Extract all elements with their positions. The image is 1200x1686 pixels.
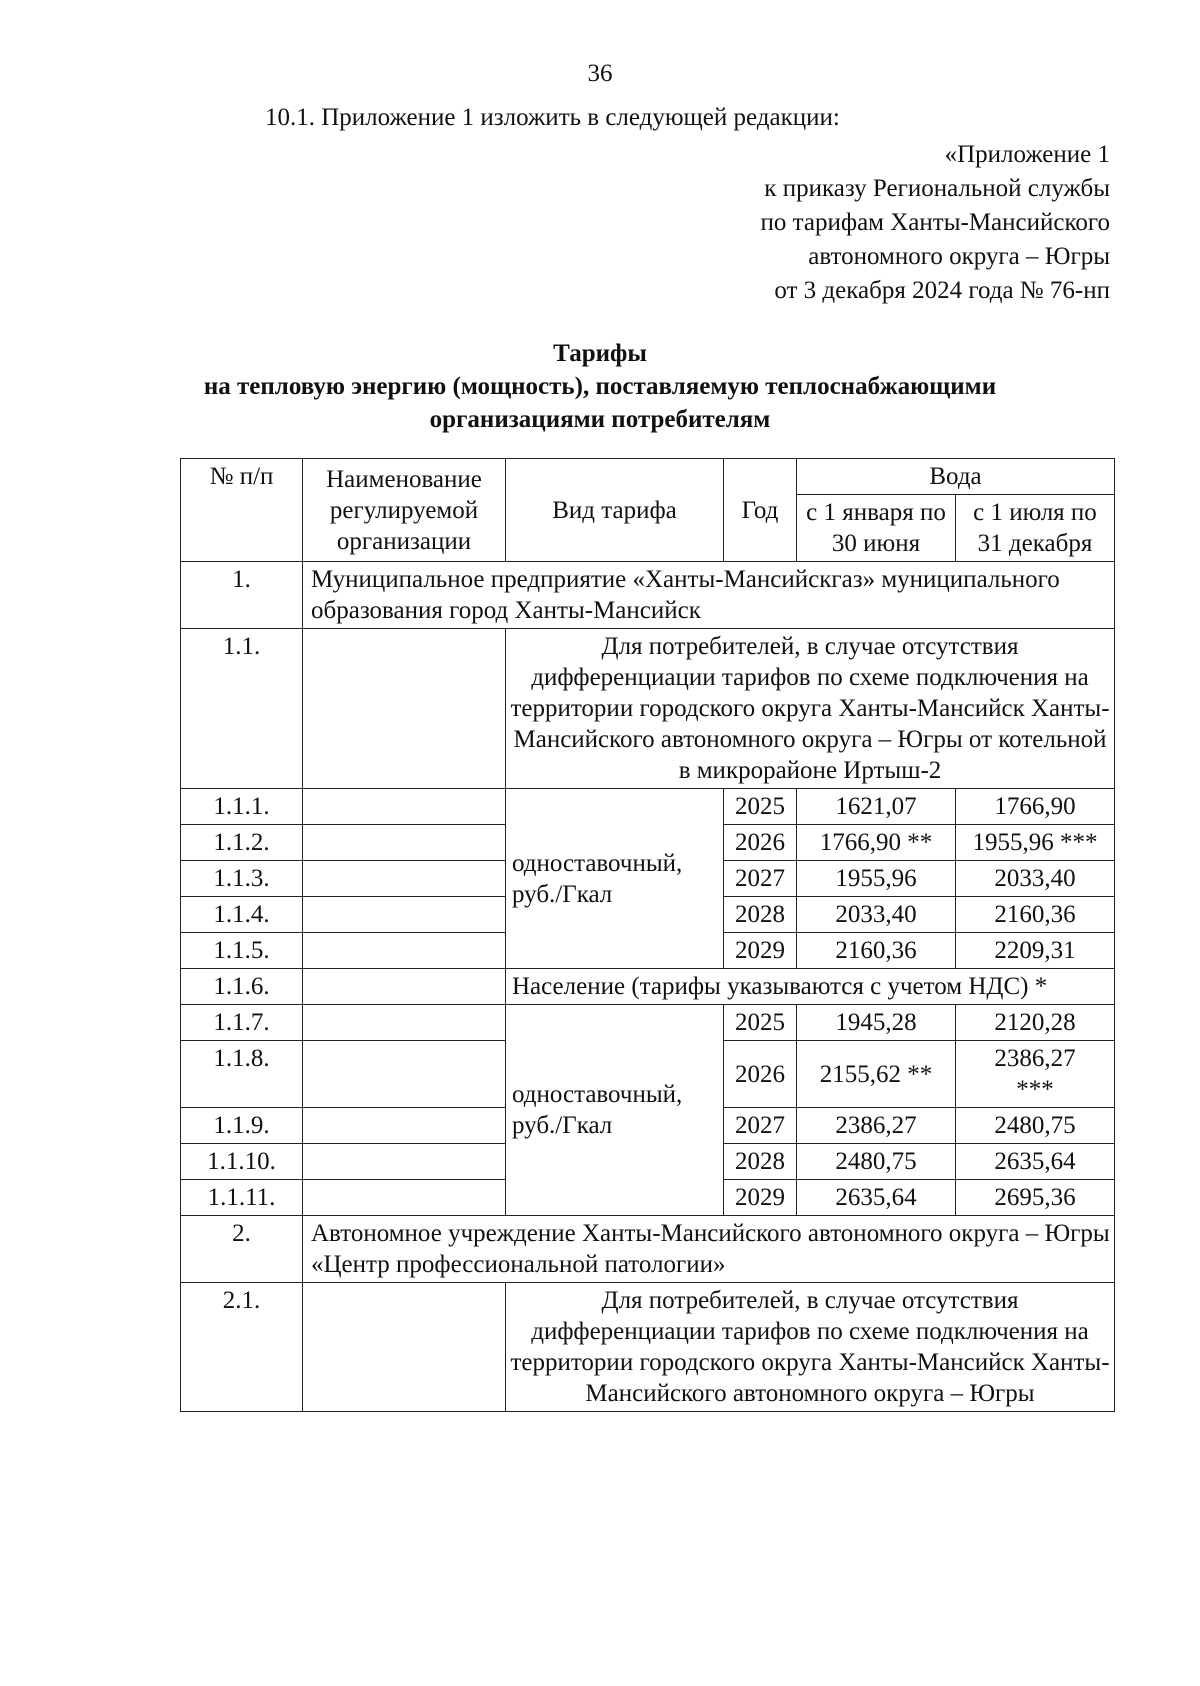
- value-period1: 1621,07: [797, 789, 956, 825]
- year-cell: 2029: [724, 933, 797, 969]
- row-num: 1.1.8.: [181, 1041, 303, 1108]
- value-period1: 1945,28: [797, 1005, 956, 1041]
- value-period2: 2160,36: [956, 897, 1115, 933]
- title-line: Тарифы: [553, 340, 647, 367]
- value-period1: 2386,27: [797, 1108, 956, 1144]
- value-period2: 2033,40: [956, 861, 1115, 897]
- value-period1: 1955,96: [797, 861, 956, 897]
- year-cell: 2029: [724, 1180, 797, 1216]
- org-name: Автономное учреждение Ханты-Мансийского автономного округа – Югры «Центр профессиональной патологии»: [303, 1216, 1115, 1283]
- empty-cell: [303, 897, 506, 933]
- tariff-table: [180, 458, 1115, 1412]
- group-description: Для потребителей, в случае отсутствия дифференциации тарифов по схеме подключения на территории городского округа Ханты-Мансийск Ханты-Мансийского автономного округа – Югры: [506, 1283, 1115, 1412]
- appendix-line: по тарифам Ханты-Мансийского: [760, 209, 1110, 236]
- org-name: Муниципальное предприятие «Ханты-Мансийскгаз» муниципального образования город Ханты-Мансийск: [303, 562, 1115, 629]
- header-period1: с 1 января по 30 июня: [797, 495, 956, 562]
- group-row: [181, 1283, 1115, 1412]
- empty-cell: [303, 789, 506, 825]
- appendix-reference: [761, 138, 1110, 308]
- year-cell: 2028: [724, 1144, 797, 1180]
- header-period2: с 1 июля по 31 декабря: [956, 495, 1115, 562]
- page-number: 36: [587, 60, 613, 87]
- empty-cell: [303, 1283, 506, 1412]
- row-num: 2.: [181, 1216, 303, 1283]
- year-cell: 2028: [724, 897, 797, 933]
- instruction-text: 10.1. Приложение 1 изложить в следующей редакции:: [265, 104, 840, 131]
- value-period1: 2160,36: [797, 933, 956, 969]
- group-row: [181, 629, 1115, 789]
- year-cell: 2026: [724, 1041, 797, 1108]
- year-cell: 2025: [724, 1005, 797, 1041]
- value-period2: 2120,28: [956, 1005, 1115, 1041]
- appendix-line: автономного округа – Югры: [808, 243, 1110, 270]
- empty-cell: [303, 1108, 506, 1144]
- row-num: 1.1.1.: [181, 789, 303, 825]
- empty-cell: [303, 1144, 506, 1180]
- value-period1: 2480,75: [797, 1144, 956, 1180]
- group-description: Население (тарифы указываются с учетом НДС) *: [506, 969, 1115, 1005]
- row-num: 1.1.9.: [181, 1108, 303, 1144]
- header-tariff-type: Вид тарифа: [506, 459, 724, 562]
- appendix-line: к приказу Региональной службы: [764, 175, 1110, 202]
- row-num: 1.1.6.: [181, 969, 303, 1005]
- header-num: № п/п: [181, 459, 303, 562]
- value-period1: 2033,40: [797, 897, 956, 933]
- row-num: 1.1.11.: [181, 1180, 303, 1216]
- empty-cell: [303, 861, 506, 897]
- title-line: на тепловую энергию (мощность), поставляемую теплоснабжающими: [203, 373, 997, 400]
- value-period2: 2386,27 ***: [956, 1041, 1115, 1108]
- empty-cell: [303, 825, 506, 861]
- year-cell: 2027: [724, 861, 797, 897]
- empty-cell: [303, 933, 506, 969]
- value-period2: 2209,31: [956, 933, 1115, 969]
- row-num: 2.1.: [181, 1283, 303, 1412]
- year-cell: 2026: [724, 825, 797, 861]
- year-cell: 2027: [724, 1108, 797, 1144]
- appendix-line: «Приложение 1: [944, 141, 1110, 168]
- value-period2: 2480,75: [956, 1108, 1115, 1144]
- header-row: [181, 459, 1115, 495]
- value-period2: 2635,64: [956, 1144, 1115, 1180]
- title-line: организациями потребителям: [429, 406, 771, 433]
- group-row: [181, 969, 1115, 1005]
- header-org: Наименование регулируемой организации: [303, 459, 506, 562]
- row-num: 1.1.10.: [181, 1144, 303, 1180]
- row-num: 1.1.2.: [181, 825, 303, 861]
- row-num: 1.1.5.: [181, 933, 303, 969]
- empty-cell: [303, 1041, 506, 1108]
- value-period1: 1766,90 **: [797, 825, 956, 861]
- header-year: Год: [724, 459, 797, 562]
- org-row: [181, 562, 1115, 629]
- empty-cell: [303, 1005, 506, 1041]
- group-description: Для потребителей, в случае отсутствия дифференциации тарифов по схеме подключения на территории городского округа Ханты-Мансийск Ханты-Мансийского автономного округа – Югры от котельной в микрорайоне Иртыш-2: [506, 629, 1115, 789]
- tariff-type-label: одноставочный, руб./Гкал: [506, 1005, 724, 1216]
- value-period2: 1955,96 ***: [956, 825, 1115, 861]
- row-num: 1.1.: [181, 629, 303, 789]
- org-row: [181, 1216, 1115, 1283]
- row-num: 1.1.4.: [181, 897, 303, 933]
- value-period2: 2695,36: [956, 1180, 1115, 1216]
- value-period1: 2635,64: [797, 1180, 956, 1216]
- header-water: Вода: [797, 459, 1115, 495]
- row-num: 1.1.7.: [181, 1005, 303, 1041]
- table-row: [181, 1005, 1115, 1041]
- appendix-line: от 3 декабря 2024 года № 76-нп: [774, 277, 1110, 304]
- empty-cell: [303, 1180, 506, 1216]
- value-period2: 1766,90: [956, 789, 1115, 825]
- year-cell: 2025: [724, 789, 797, 825]
- table-row: [181, 789, 1115, 825]
- value-period1: 2155,62 **: [797, 1041, 956, 1108]
- row-num: 1.: [181, 562, 303, 629]
- document-title: [0, 337, 1200, 436]
- empty-cell: [303, 969, 506, 1005]
- tariff-type-label: одноставочный, руб./Гкал: [506, 789, 724, 969]
- row-num: 1.1.3.: [181, 861, 303, 897]
- empty-cell: [303, 629, 506, 789]
